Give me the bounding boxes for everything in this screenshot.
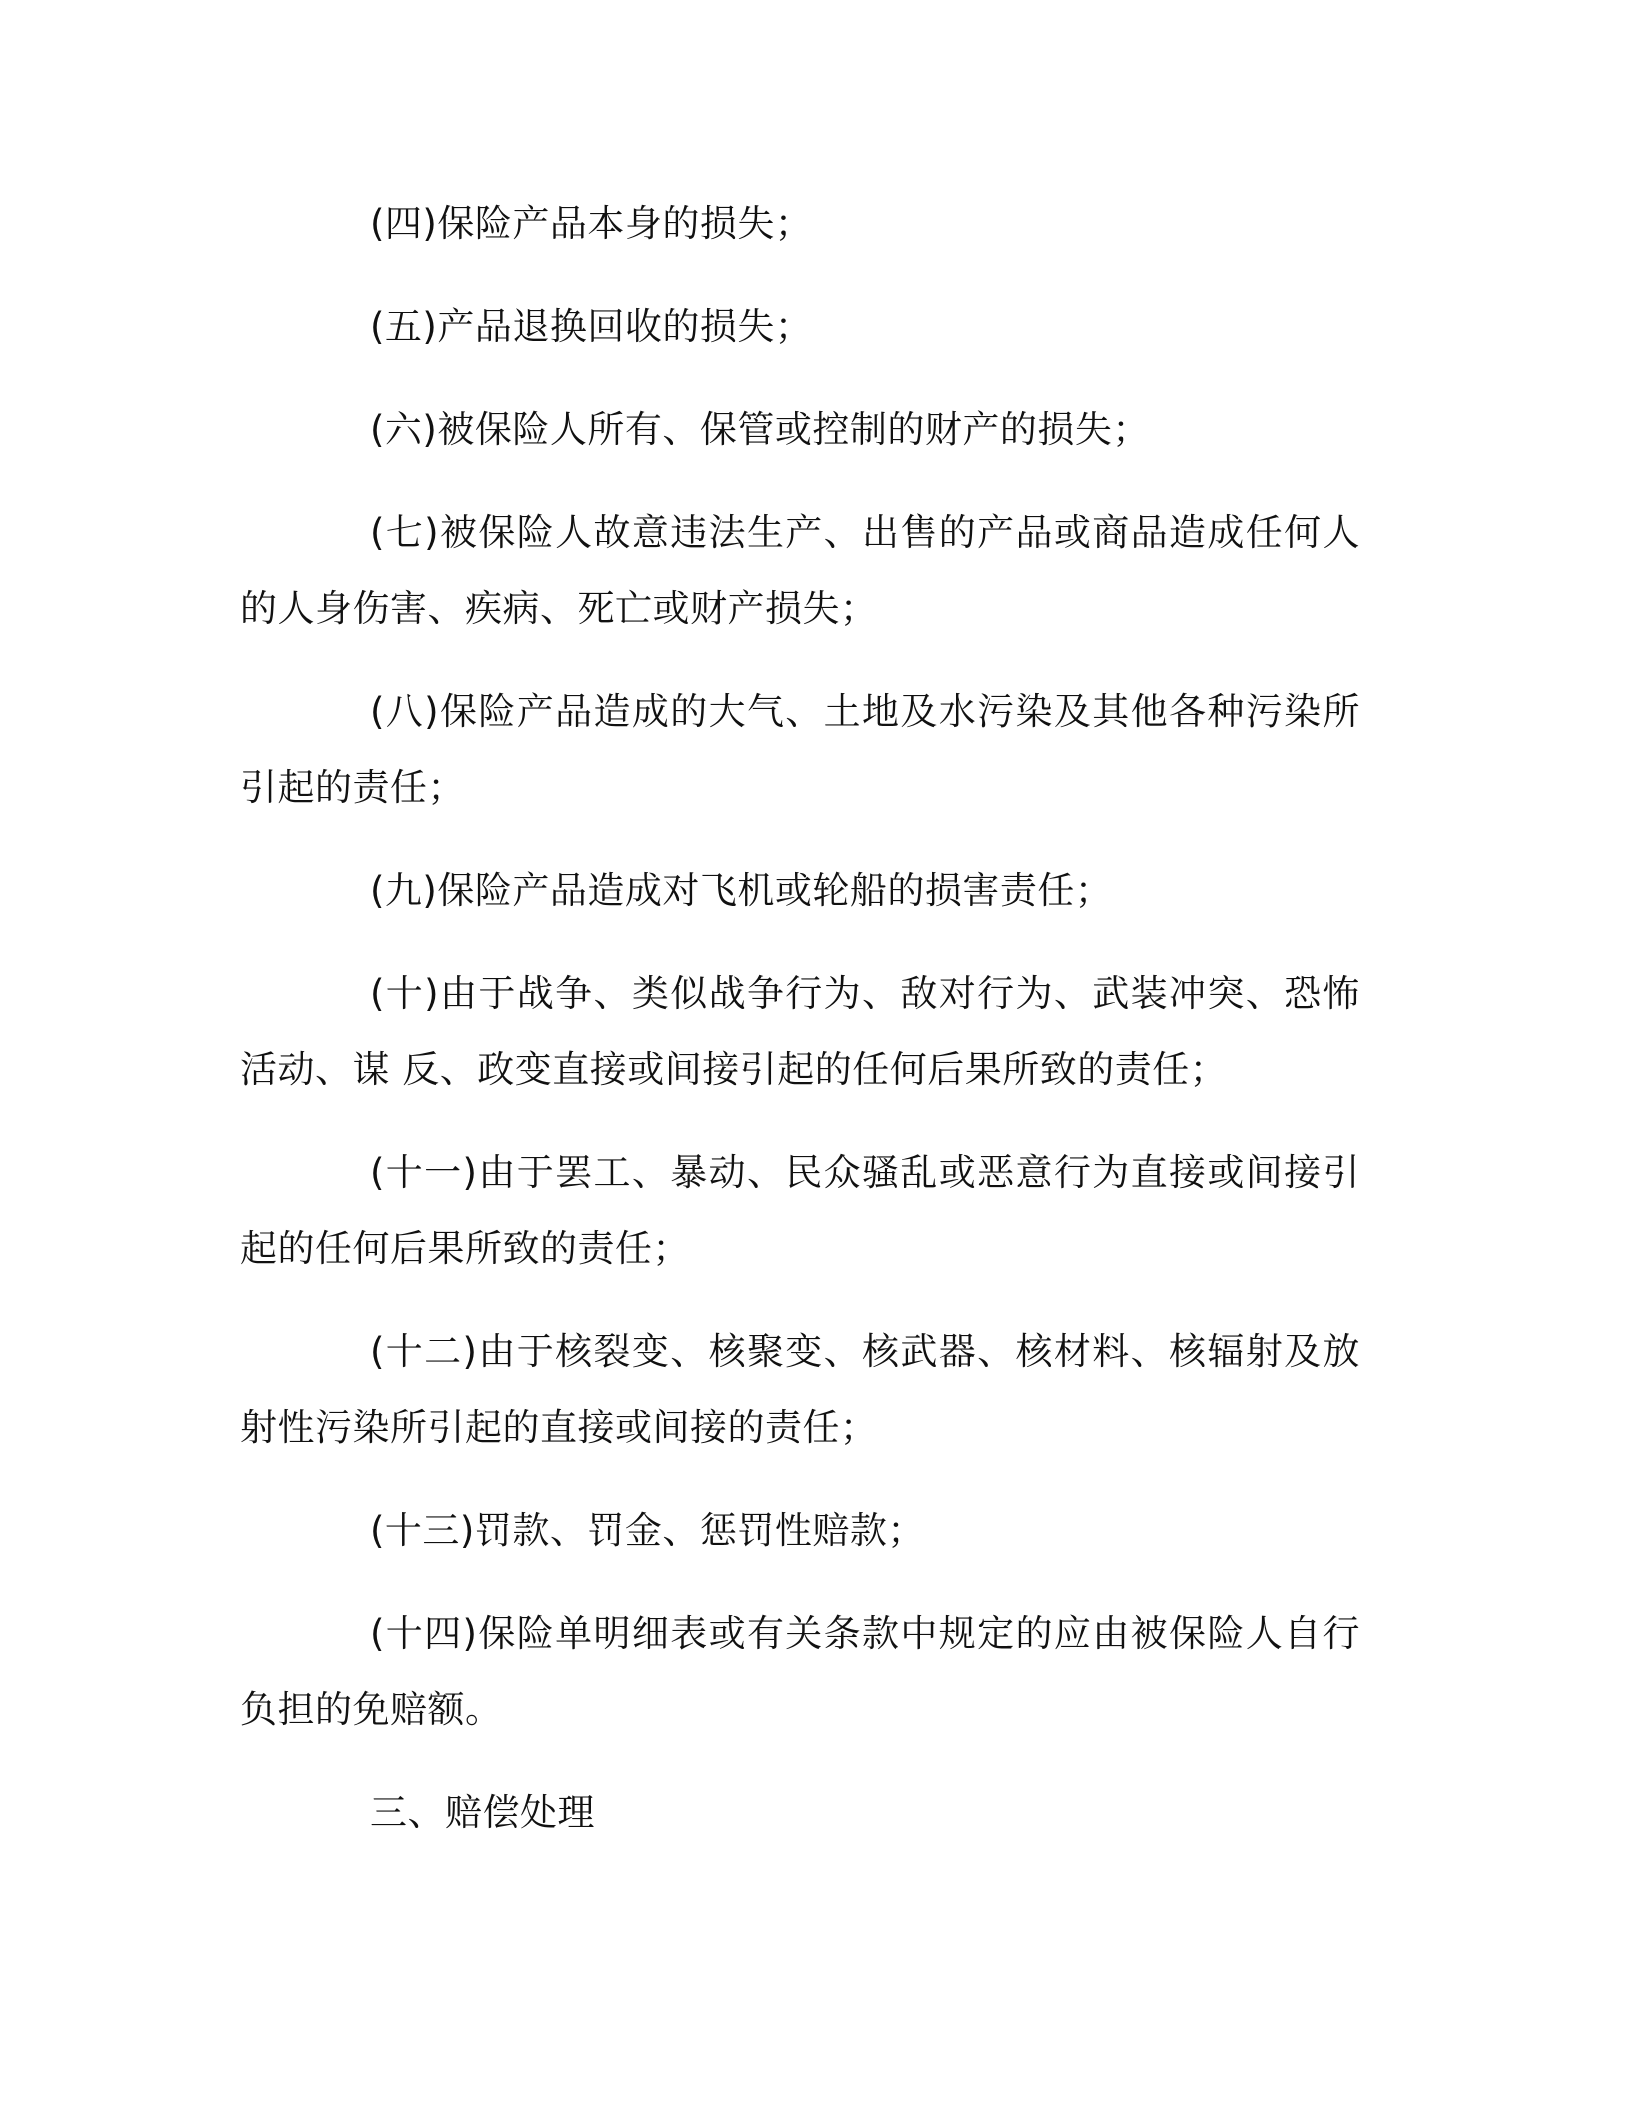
exclusion-item-12: (十二)由于核裂变、核聚变、核武器、核材料、核辐射及放射性污染所引起的直接或间接的责任； [240, 1330, 1360, 1449]
exclusion-item-7: (七)被保险人故意违法生产、出售的产品或商品造成任何人的人身伤害、疾病、死亡或财产损失； [240, 511, 1360, 630]
exclusion-item-4: (四)保险产品本身的损失； [370, 202, 813, 245]
exclusion-item-9: (九)保险产品造成对飞机或轮船的损害责任； [370, 869, 1113, 912]
exclusion-item-6: (六)被保险人所有、保管或控制的财产的损失； [370, 408, 1150, 451]
exclusion-item-5: (五)产品退换回收的损失； [370, 305, 813, 348]
section-heading: 三、赔偿处理 [370, 1791, 595, 1834]
exclusion-item-10: (十)由于战争、类似战争行为、敌对行为、武装冲突、恐怖活动、谋 反、政变直接或间接引起的任何后果所致的责任； [240, 972, 1360, 1091]
exclusion-item-11: (十一)由于罢工、暴动、民众骚乱或恶意行为直接或间接引起的任何后果所致的责任； [240, 1151, 1360, 1270]
exclusion-item-13: (十三)罚款、罚金、惩罚性赔款； [370, 1509, 925, 1552]
document-body [240, 186, 1360, 1851]
exclusion-item-14: (十四)保险单明细表或有关条款中规定的应由被保险人自行负担的免赔额。 [240, 1612, 1360, 1731]
exclusion-item-8: (八)保险产品造成的大气、土地及水污染及其他各种污染所引起的责任； [240, 690, 1360, 809]
